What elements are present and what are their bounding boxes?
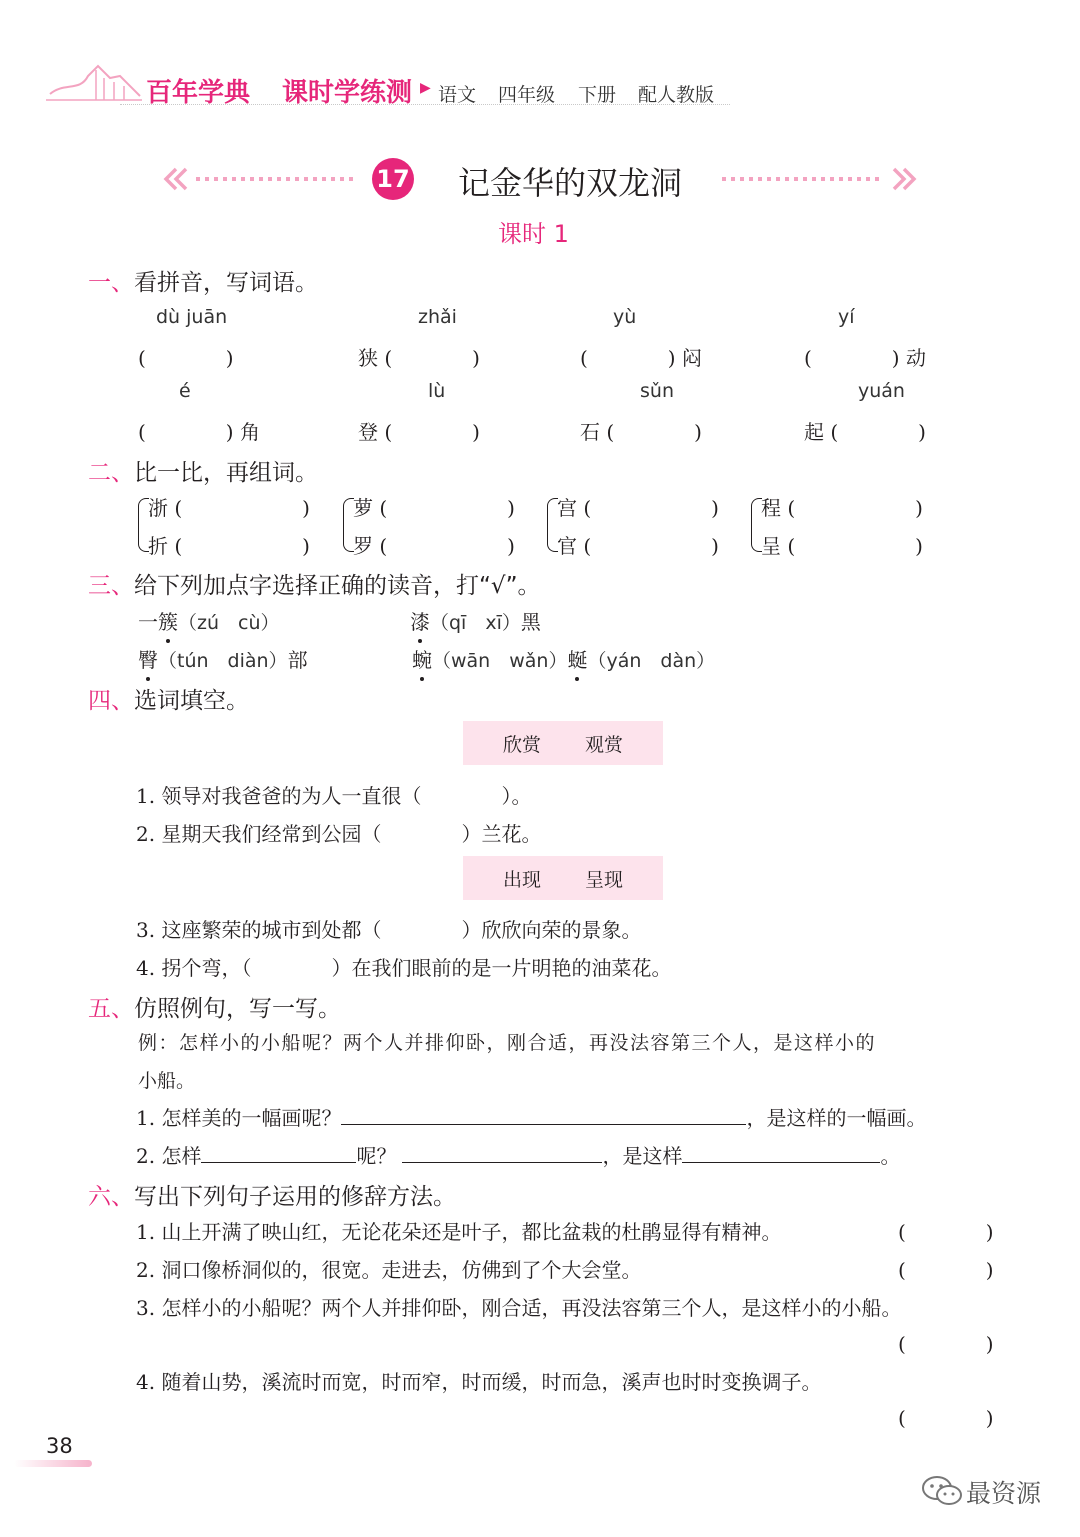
pinyin-4: yí [838,306,855,328]
imitation-item-2 [136,1140,900,1169]
volume-label: 下册 [578,84,617,106]
answer-blank-1[interactable]: ( ) [138,346,234,370]
section-3-number: 三、 [88,573,134,599]
section-4-heading [88,682,249,715]
imitation-item-1 [136,1102,926,1131]
page-number: 38 [46,1434,73,1458]
dotted-char: 蜒 [567,644,587,673]
word-part: 黑 [520,610,541,634]
edition-label: 配人教版 [638,84,715,106]
wechat-icon [920,1474,964,1508]
watermark-text: 最资源 [966,1479,1042,1508]
prompt-text: 。 [880,1144,901,1168]
pronunciation-item-1[interactable] [138,606,280,635]
answer-blank-4[interactable]: ( ) 动 [804,346,926,370]
page-number-bar [14,1460,92,1467]
lesson-title: 记金华的双龙洞 [458,164,683,202]
rhetoric-item-2: 2. 洞口像桥洞似的，很宽。走进去，仿佛到了个大会堂。 [136,1258,642,1282]
prompt-text: ，是这样的一幅画。 [746,1106,927,1130]
section-5-number: 五、 [88,996,134,1022]
lesson-number-badge [372,158,414,200]
word-bank-1 [463,721,663,765]
section-1-heading [88,264,318,297]
pinyin-options[interactable]: （yán dàn） [587,650,716,672]
compare-word-4a[interactable]: 程 ( ) [761,496,923,520]
write-line[interactable] [402,1142,602,1163]
write-line[interactable] [341,1104,746,1125]
section-6-number: 六、 [88,1184,134,1210]
compare-word-3b[interactable]: 官 ( ) [557,534,719,558]
pinyin-6: lù [428,380,446,402]
section-3-heading [88,567,541,600]
left-chevron-dots-icon [162,166,362,192]
word-part: 部 [287,648,308,672]
section-2-heading [88,454,318,487]
answer-blank-2[interactable]: 狭 ( ) [358,346,480,370]
write-line[interactable] [682,1142,880,1163]
pinyin-options[interactable]: （wān wǎn） [432,650,568,672]
grade-label: 四年级 [498,84,556,106]
section-4-title: 选词填空。 [134,688,249,714]
section-2-title: 比一比，再组词。 [134,460,318,486]
pronunciation-item-3[interactable] [138,644,308,673]
section-4-number: 四、 [88,688,134,714]
prompt-text: 1. 怎样美的一幅画呢？ [136,1106,342,1130]
compare-word-4b[interactable]: 呈 ( ) [761,534,923,558]
answer-blank-5[interactable]: ( ) 角 [138,420,260,444]
house-logo-icon [44,64,144,108]
compare-word-2b[interactable]: 罗 ( ) [353,534,515,558]
dotted-char: 簇 [158,606,178,635]
rhetoric-answer-3[interactable]: ( ) [898,1332,994,1356]
section-2-number: 二、 [88,460,134,486]
answer-blank-3[interactable]: ( ) 闷 [580,346,702,370]
compare-word-2a[interactable]: 萝 ( ) [353,496,515,520]
pinyin-5: é [179,380,191,402]
subject-label: 语文 [438,84,477,106]
answer-blank-7[interactable]: 石 ( ) [580,420,702,444]
rhetoric-item-1: 1. 山上开满了映山红，无论花朵还是叶子，都比盆栽的杜鹃显得有精神。 [136,1220,782,1244]
example-sentence-line-1: 例：怎样小的小船呢？两个人并排仰卧，刚合适，再没法容第三个人，是这样小的 [138,1032,877,1054]
brand-name: 百年学典 [146,78,251,108]
word-option: 观赏 [585,733,624,756]
pinyin-1: dù juān [156,306,228,328]
section-1-title: 看拼音，写词语。 [134,270,318,296]
section-3-title: 给下列加点字选择正确的读音，打“√”。 [134,573,541,599]
pinyin-3: yù [613,306,637,328]
write-line[interactable] [201,1142,356,1163]
word-option: 出现 [502,868,541,891]
prompt-text: ，是这样 [602,1144,683,1168]
dotted-char: 漆 [410,606,430,635]
section-5-title: 仿照例句，写一写。 [134,996,341,1022]
pinyin-2: zhǎi [418,306,457,328]
arrow-icon: ▶ [420,80,431,96]
fill-item-4[interactable]: 4. 拐个弯，（ ）在我们眼前的是一片明艳的油菜花。 [136,956,672,980]
pinyin-options[interactable]: （zú cù） [178,612,280,634]
section-6-heading [88,1178,456,1211]
pronunciation-item-2[interactable] [410,606,541,635]
example-sentence-line-2: 小船。 [138,1070,196,1092]
header-divider [120,104,730,105]
rhetoric-item-3: 3. 怎样小的小船呢？两个人并排仰卧，刚合适，再没法容第三个人，是这样小的小船。 [136,1296,902,1320]
fill-item-1[interactable]: 1. 领导对我爸爸的为人一直很（ ）。 [136,784,532,808]
rhetoric-answer-2[interactable]: ( ) [898,1258,994,1282]
pinyin-options[interactable]: （qī xī） [430,612,521,634]
compare-word-3a[interactable]: 宫 ( ) [557,496,719,520]
rhetoric-answer-1[interactable]: ( ) [898,1220,994,1244]
pronunciation-item-4[interactable] [412,644,715,673]
rhetoric-answer-4[interactable]: ( ) [898,1406,994,1430]
lesson-subtitle: 课时 1 [498,220,569,248]
section-5-heading [88,990,341,1023]
pinyin-8: yuán [858,380,905,402]
right-chevron-dots-icon [718,166,918,192]
prompt-text: 2. 怎样 [136,1144,202,1168]
fill-item-2[interactable]: 2. 星期天我们经常到公园（ ）兰花。 [136,822,542,846]
rhetoric-item-4: 4. 随着山势，溪流时而宽，时而窄，时而缓，时而急，溪声也时时变换调子。 [136,1370,822,1394]
prompt-text: 呢？ [356,1144,397,1168]
pinyin-options[interactable]: （tún diàn） [158,650,288,672]
section-6-title: 写出下列句子运用的修辞方法。 [134,1184,456,1210]
section-1-number: 一、 [88,270,134,296]
compare-word-1b[interactable]: 折 ( ) [148,534,310,558]
answer-blank-6[interactable]: 登 ( ) [358,420,480,444]
dotted-char: 臀 [138,644,158,673]
series-name: 课时学练测 [282,78,413,108]
fill-item-3[interactable]: 3. 这座繁荣的城市到处都（ ）欣欣向荣的景象。 [136,918,642,942]
pinyin-7: sǔn [640,380,674,402]
word-part: 一 [138,610,158,634]
compare-word-1a[interactable]: 浙 ( ) [148,496,310,520]
word-bank-2 [463,856,663,900]
lesson-number: 17 [376,165,410,193]
word-option: 呈现 [585,868,624,891]
dotted-char: 蜿 [412,644,432,673]
word-option: 欣赏 [502,733,541,756]
answer-blank-8[interactable]: 起 ( ) [804,420,926,444]
